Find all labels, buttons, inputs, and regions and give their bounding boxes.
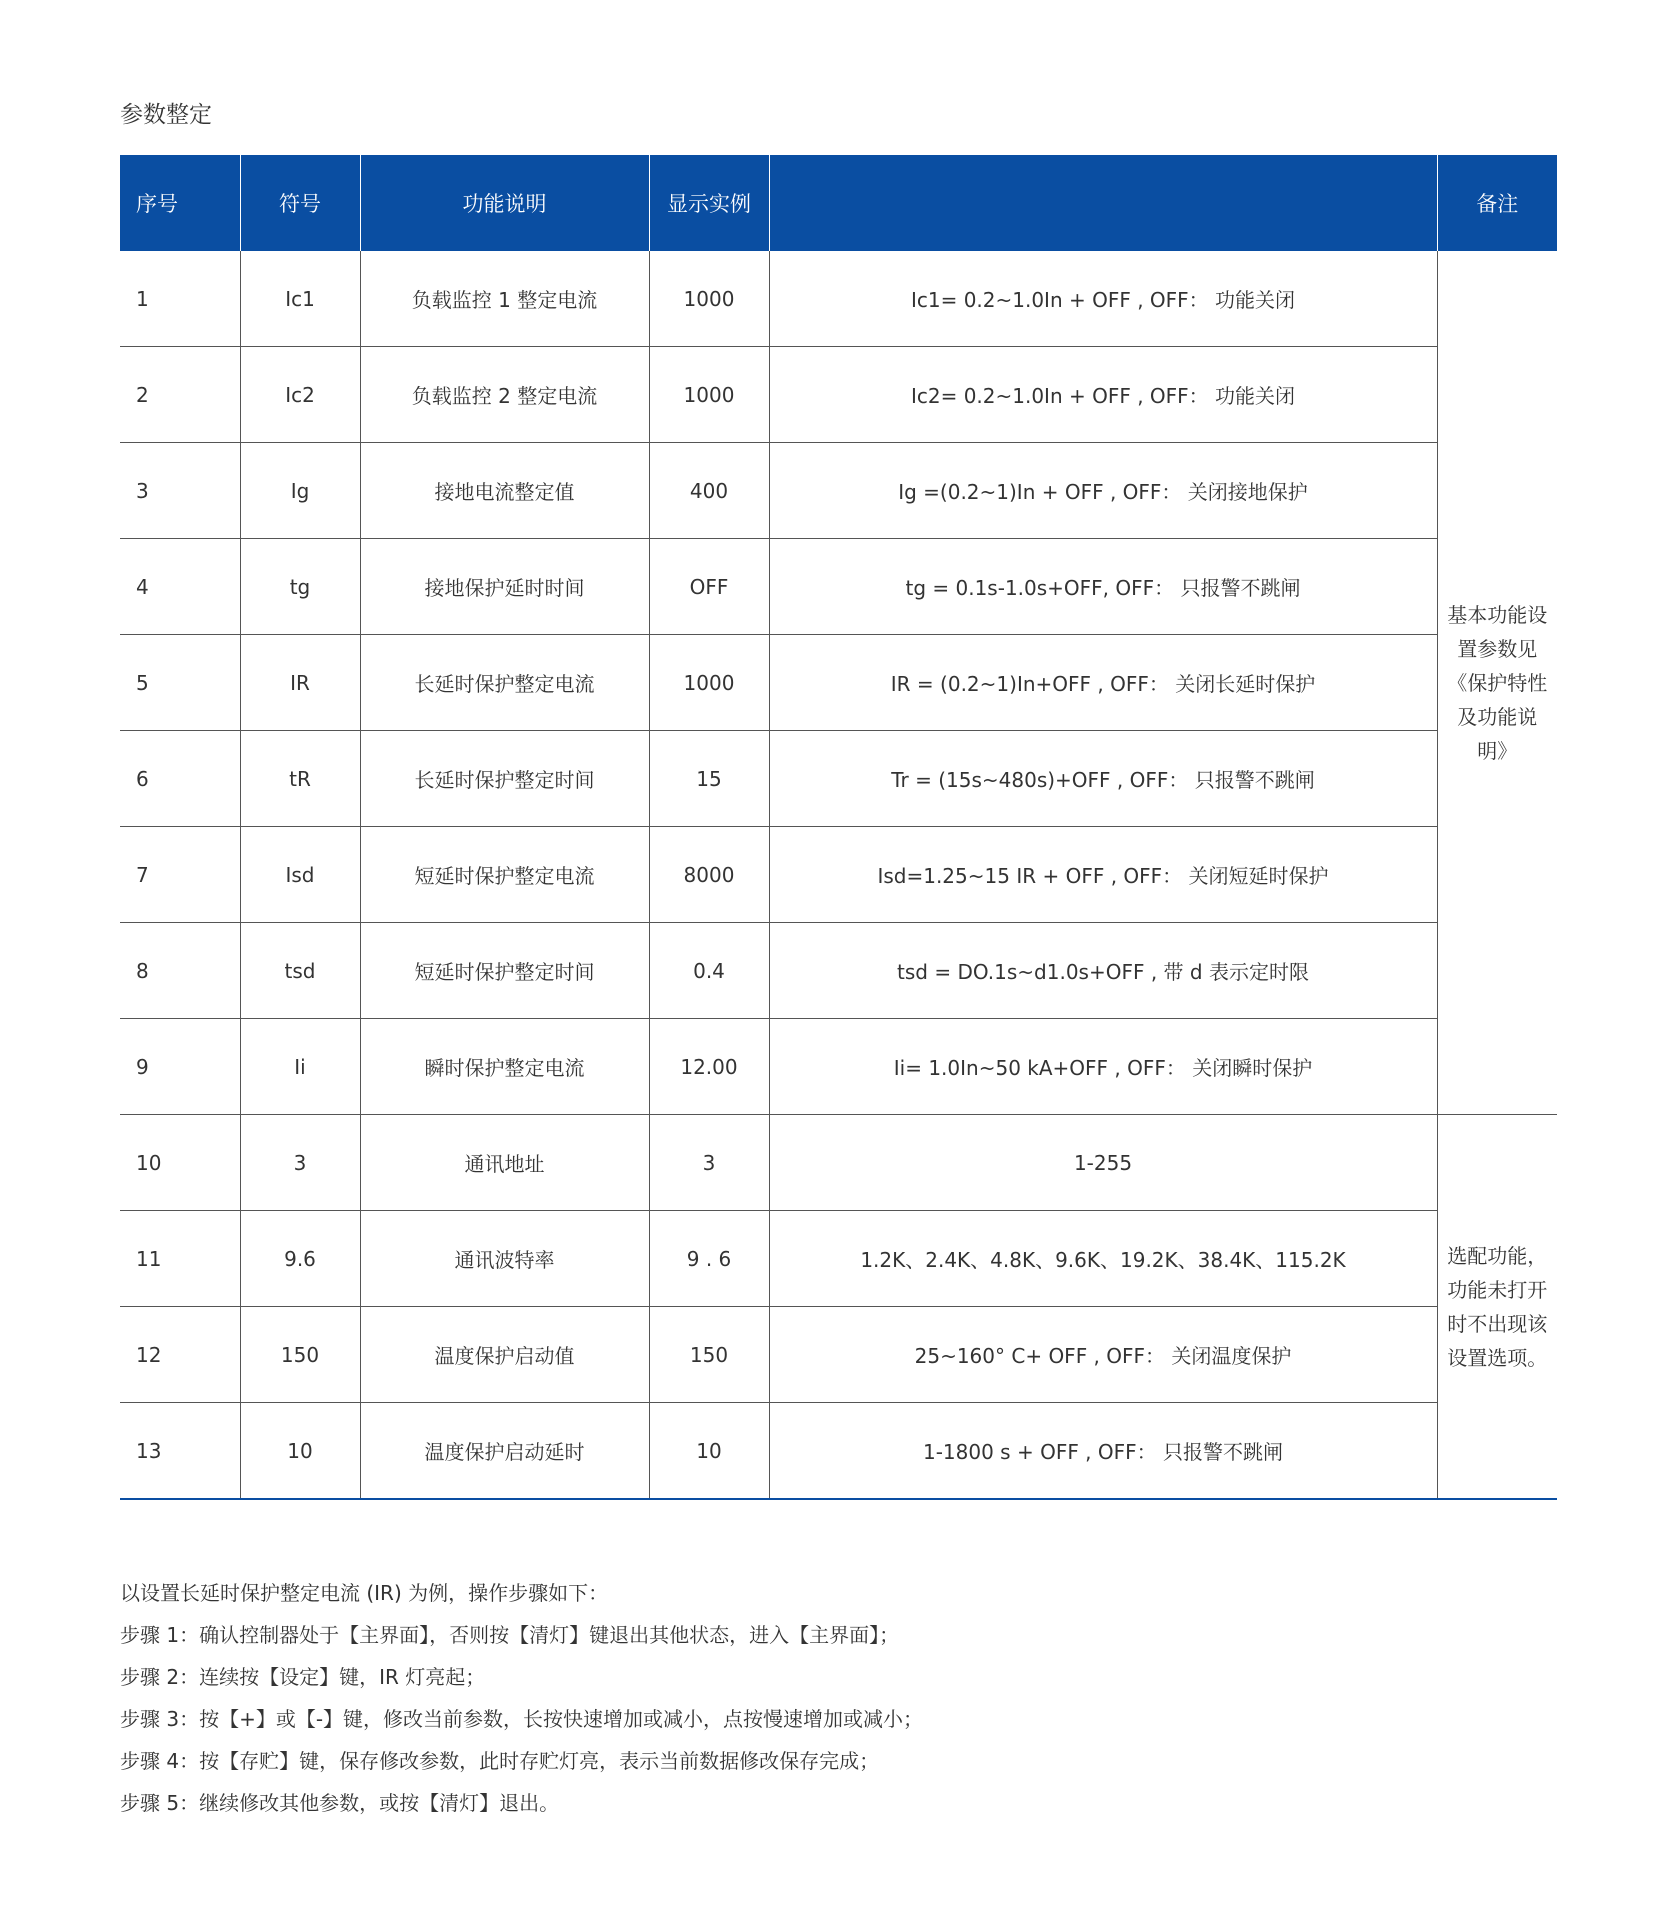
table-row (120, 539, 1557, 635)
cell-range: Ii= 1.0In~50 kA+OFF , OFF： 关闭瞬时保护 (769, 1019, 1437, 1115)
cell-no: 2 (120, 347, 240, 443)
parameter-table (120, 155, 1557, 1500)
table-row (120, 827, 1557, 923)
cell-function: 接地电流整定值 (360, 443, 649, 539)
cell-example: OFF (649, 539, 769, 635)
cell-no: 12 (120, 1307, 240, 1403)
cell-range: 25~160° C+ OFF , OFF： 关闭温度保护 (769, 1307, 1437, 1403)
cell-example: 8000 (649, 827, 769, 923)
cell-symbol: tg (240, 539, 360, 635)
cell-range: IR = (0.2~1)In+OFF , OFF： 关闭长延时保护 (769, 635, 1437, 731)
table-row (120, 347, 1557, 443)
cell-function: 通讯地址 (360, 1115, 649, 1211)
cell-example: 0.4 (649, 923, 769, 1019)
cell-example: 10 (649, 1403, 769, 1500)
cell-example: 150 (649, 1307, 769, 1403)
cell-example: 1000 (649, 347, 769, 443)
cell-range: Isd=1.25~15 IR + OFF , OFF： 关闭短延时保护 (769, 827, 1437, 923)
cell-range: Tr = (15s~480s)+OFF , OFF： 只报警不跳闸 (769, 731, 1437, 827)
cell-no: 8 (120, 923, 240, 1019)
note-optional-functions: 选配功能，功能未打开时不出现该设置选项。 (1437, 1115, 1557, 1500)
cell-symbol: 9.6 (240, 1211, 360, 1307)
cell-symbol: 10 (240, 1403, 360, 1500)
cell-range: 1-255 (769, 1115, 1437, 1211)
cell-range: Ig =(0.2~1)In + OFF , OFF： 关闭接地保护 (769, 443, 1437, 539)
cell-symbol: IR (240, 635, 360, 731)
cell-function: 通讯波特率 (360, 1211, 649, 1307)
cell-no: 9 (120, 1019, 240, 1115)
table-row (120, 1307, 1557, 1403)
note-basic-functions: 基本功能设置参数见《保护特性及功能说明》 (1437, 251, 1557, 1115)
cell-function: 长延时保护整定电流 (360, 635, 649, 731)
cell-example: 1000 (649, 251, 769, 347)
cell-no: 4 (120, 539, 240, 635)
cell-function: 短延时保护整定时间 (360, 923, 649, 1019)
cell-function: 温度保护启动延时 (360, 1403, 649, 1500)
step-2: 步骤 2：连续按【设定】键，IR 灯亮起； (120, 1665, 486, 1689)
cell-no: 11 (120, 1211, 240, 1307)
step-1: 步骤 1：确认控制器处于【主界面】，否则按【清灯】键退出其他状态，进入【主界面】； (120, 1623, 900, 1647)
cell-symbol: 3 (240, 1115, 360, 1211)
cell-symbol: Ig (240, 443, 360, 539)
table-row (120, 923, 1557, 1019)
header-no: 序号 (120, 155, 240, 251)
step-3: 步骤 3：按【+】或【-】键，修改当前参数，长按快速增加或减小，点按慢速增加或减小； (120, 1707, 924, 1731)
cell-symbol: tsd (240, 923, 360, 1019)
cell-function: 负载监控 1 整定电流 (360, 251, 649, 347)
header-range (769, 155, 1437, 251)
cell-range: tg = 0.1s-1.0s+OFF, OFF： 只报警不跳闸 (769, 539, 1437, 635)
cell-symbol: Ic2 (240, 347, 360, 443)
cell-function: 温度保护启动值 (360, 1307, 649, 1403)
cell-range: 1.2K、2.4K、4.8K、9.6K、19.2K、38.4K、115.2K (769, 1211, 1437, 1307)
table-row (120, 443, 1557, 539)
cell-example: 9 . 6 (649, 1211, 769, 1307)
header-function: 功能说明 (360, 155, 649, 251)
cell-symbol: tR (240, 731, 360, 827)
table-row (120, 1019, 1557, 1115)
page-title: 参数整定 (120, 102, 212, 128)
cell-no: 7 (120, 827, 240, 923)
table-row (120, 731, 1557, 827)
table-row (120, 1403, 1557, 1500)
table-row (120, 1115, 1557, 1211)
cell-range: tsd = DO.1s~d1.0s+OFF , 带 d 表示定时限 (769, 923, 1437, 1019)
cell-function: 接地保护延时时间 (360, 539, 649, 635)
cell-range: 1-1800 s + OFF , OFF： 只报警不跳闸 (769, 1403, 1437, 1500)
cell-symbol: Ic1 (240, 251, 360, 347)
cell-symbol: 150 (240, 1307, 360, 1403)
step-4: 步骤 4：按【存贮】键，保存修改参数，此时存贮灯亮，表示当前数据修改保存完成； (120, 1749, 880, 1773)
header-note: 备注 (1437, 155, 1557, 251)
cell-no: 1 (120, 251, 240, 347)
table-header-row (120, 155, 1557, 251)
cell-example: 15 (649, 731, 769, 827)
header-example: 显示实例 (649, 155, 769, 251)
table-row (120, 251, 1557, 347)
cell-example: 1000 (649, 635, 769, 731)
step-5: 步骤 5：继续修改其他参数，或按【清灯】退出。 (120, 1791, 560, 1815)
table-row (120, 635, 1557, 731)
cell-symbol: Ii (240, 1019, 360, 1115)
cell-no: 13 (120, 1403, 240, 1500)
cell-example: 400 (649, 443, 769, 539)
header-symbol: 符号 (240, 155, 360, 251)
cell-range: Ic1= 0.2~1.0In + OFF , OFF： 功能关闭 (769, 251, 1437, 347)
table-row (120, 1211, 1557, 1307)
cell-symbol: Isd (240, 827, 360, 923)
cell-no: 5 (120, 635, 240, 731)
cell-example: 12.00 (649, 1019, 769, 1115)
cell-no: 6 (120, 731, 240, 827)
cell-range: Ic2= 0.2~1.0In + OFF , OFF： 功能关闭 (769, 347, 1437, 443)
cell-example: 3 (649, 1115, 769, 1211)
cell-function: 负载监控 2 整定电流 (360, 347, 649, 443)
cell-function: 瞬时保护整定电流 (360, 1019, 649, 1115)
operation-steps (120, 1572, 923, 1824)
cell-function: 短延时保护整定电流 (360, 827, 649, 923)
cell-no: 10 (120, 1115, 240, 1211)
cell-function: 长延时保护整定时间 (360, 731, 649, 827)
steps-intro: 以设置长延时保护整定电流 (IR) 为例，操作步骤如下： (120, 1581, 609, 1605)
cell-no: 3 (120, 443, 240, 539)
